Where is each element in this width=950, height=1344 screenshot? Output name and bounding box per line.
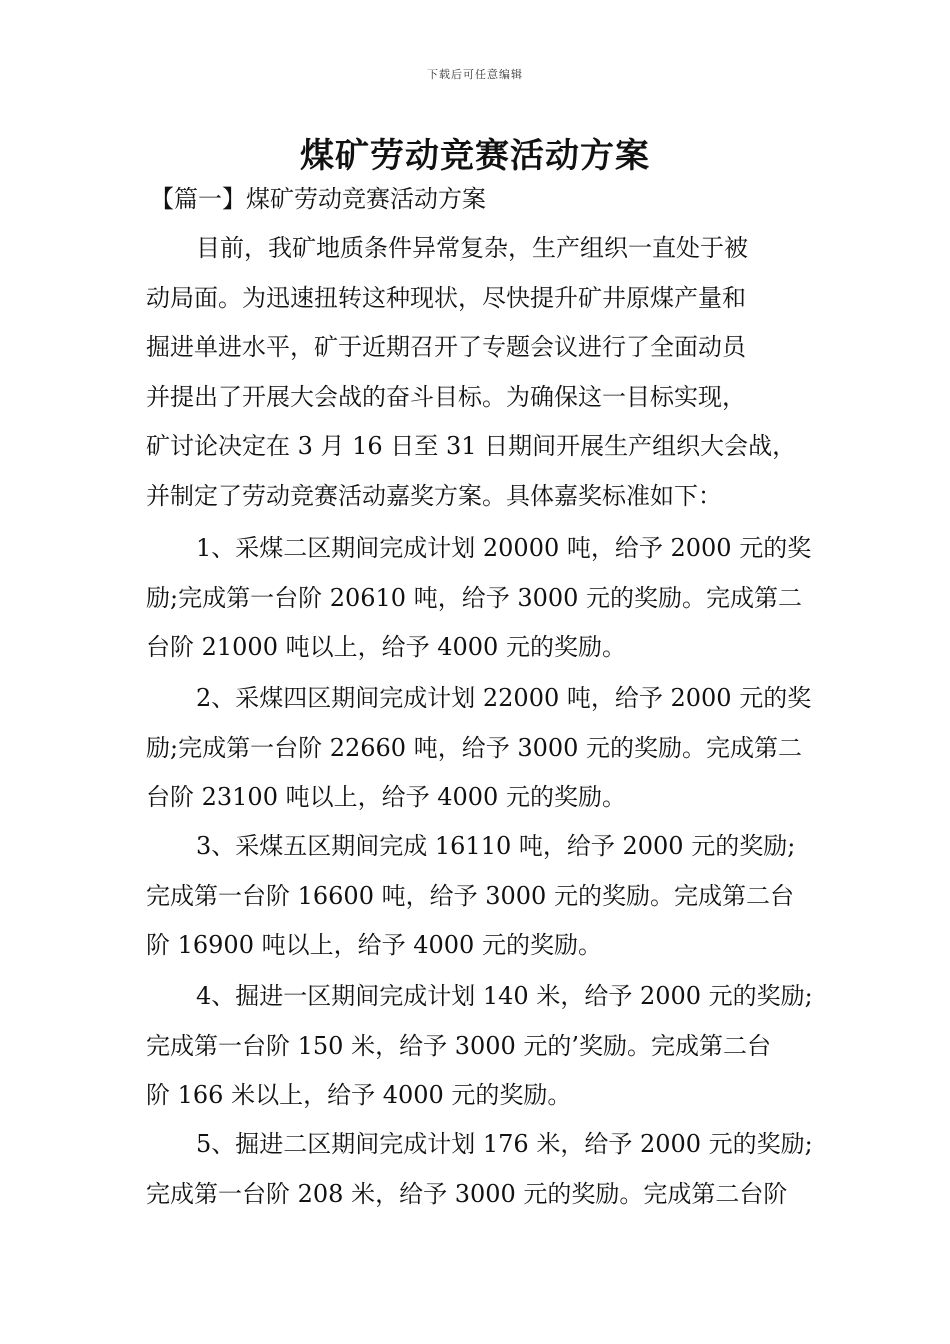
paragraph-line: 阶 16900 吨以上，给予 4000 元的奖励。: [146, 931, 602, 960]
paragraph-line: 台阶 21000 吨以上，给予 4000 元的奖励。: [146, 633, 626, 662]
intro-paragraph: [146, 224, 818, 522]
document-title: 煤矿劳动竞赛活动方案: [300, 136, 650, 176]
paragraph-line: 5、掘进二区期间完成计划 176 米，给予 2000 元的奖励;: [196, 1130, 813, 1158]
paragraph-line: 目前，我矿地质条件异常复杂，生产组织一直处于被: [196, 234, 748, 262]
reward-item-2: [146, 674, 818, 823]
paragraph-line: 3、采煤五区期间完成 16110 吨，给予 2000 元的奖励;: [196, 832, 796, 860]
paragraph-line: 励;完成第一台阶 20610 吨，给予 3000 元的奖励。完成第二: [146, 583, 803, 612]
paragraph-line: 4、掘进一区期间完成计划 140 米，给予 2000 元的奖励;: [196, 982, 813, 1010]
paragraph-line: 完成第一台阶 208 米，给予 3000 元的奖励。完成第二台阶: [146, 1179, 788, 1208]
paragraph-line: 励;完成第一台阶 22660 吨，给予 3000 元的奖励。完成第二: [146, 733, 803, 762]
paragraph-line: 并提出了开展大会战的奋斗目标。为确保这一目标实现，: [146, 382, 746, 411]
reward-item-3: [146, 822, 818, 971]
paragraph-line: 动局面。为迅速扭转这种现状，尽快提升矿井原煤产量和: [146, 283, 746, 312]
paragraph-line: 矿讨论决定在 3 月 16 日至 31 日期间开展生产组织大会战，: [146, 432, 797, 461]
reward-item-1: [146, 524, 818, 673]
header-note: 下载后可任意编辑: [427, 68, 523, 81]
reward-item-5: [146, 1120, 818, 1219]
paragraph-line: 1、采煤二区期间完成计划 20000 吨，给予 2000 元的奖: [196, 534, 812, 562]
paragraph-line: 完成第一台阶 150 米，给予 3000 元的’奖励。完成第二台: [146, 1031, 772, 1060]
reward-item-4: [146, 972, 818, 1121]
paragraph-line: 掘进单进水平，矿于近期召开了专题会议进行了全面动员: [146, 333, 746, 362]
paragraph-line: 阶 166 米以上，给予 4000 元的奖励。: [146, 1081, 572, 1110]
section-heading: 【篇一】煤矿劳动竞赛活动方案: [150, 185, 486, 213]
paragraph-line: 并制定了劳动竞赛活动嘉奖方案。具体嘉奖标准如下：: [146, 481, 722, 510]
paragraph-line: 台阶 23100 吨以上，给予 4000 元的奖励。: [146, 783, 626, 812]
paragraph-line: 2、采煤四区期间完成计划 22000 吨，给予 2000 元的奖: [196, 684, 812, 712]
paragraph-line: 完成第一台阶 16600 吨，给予 3000 元的奖励。完成第二台: [146, 881, 794, 910]
